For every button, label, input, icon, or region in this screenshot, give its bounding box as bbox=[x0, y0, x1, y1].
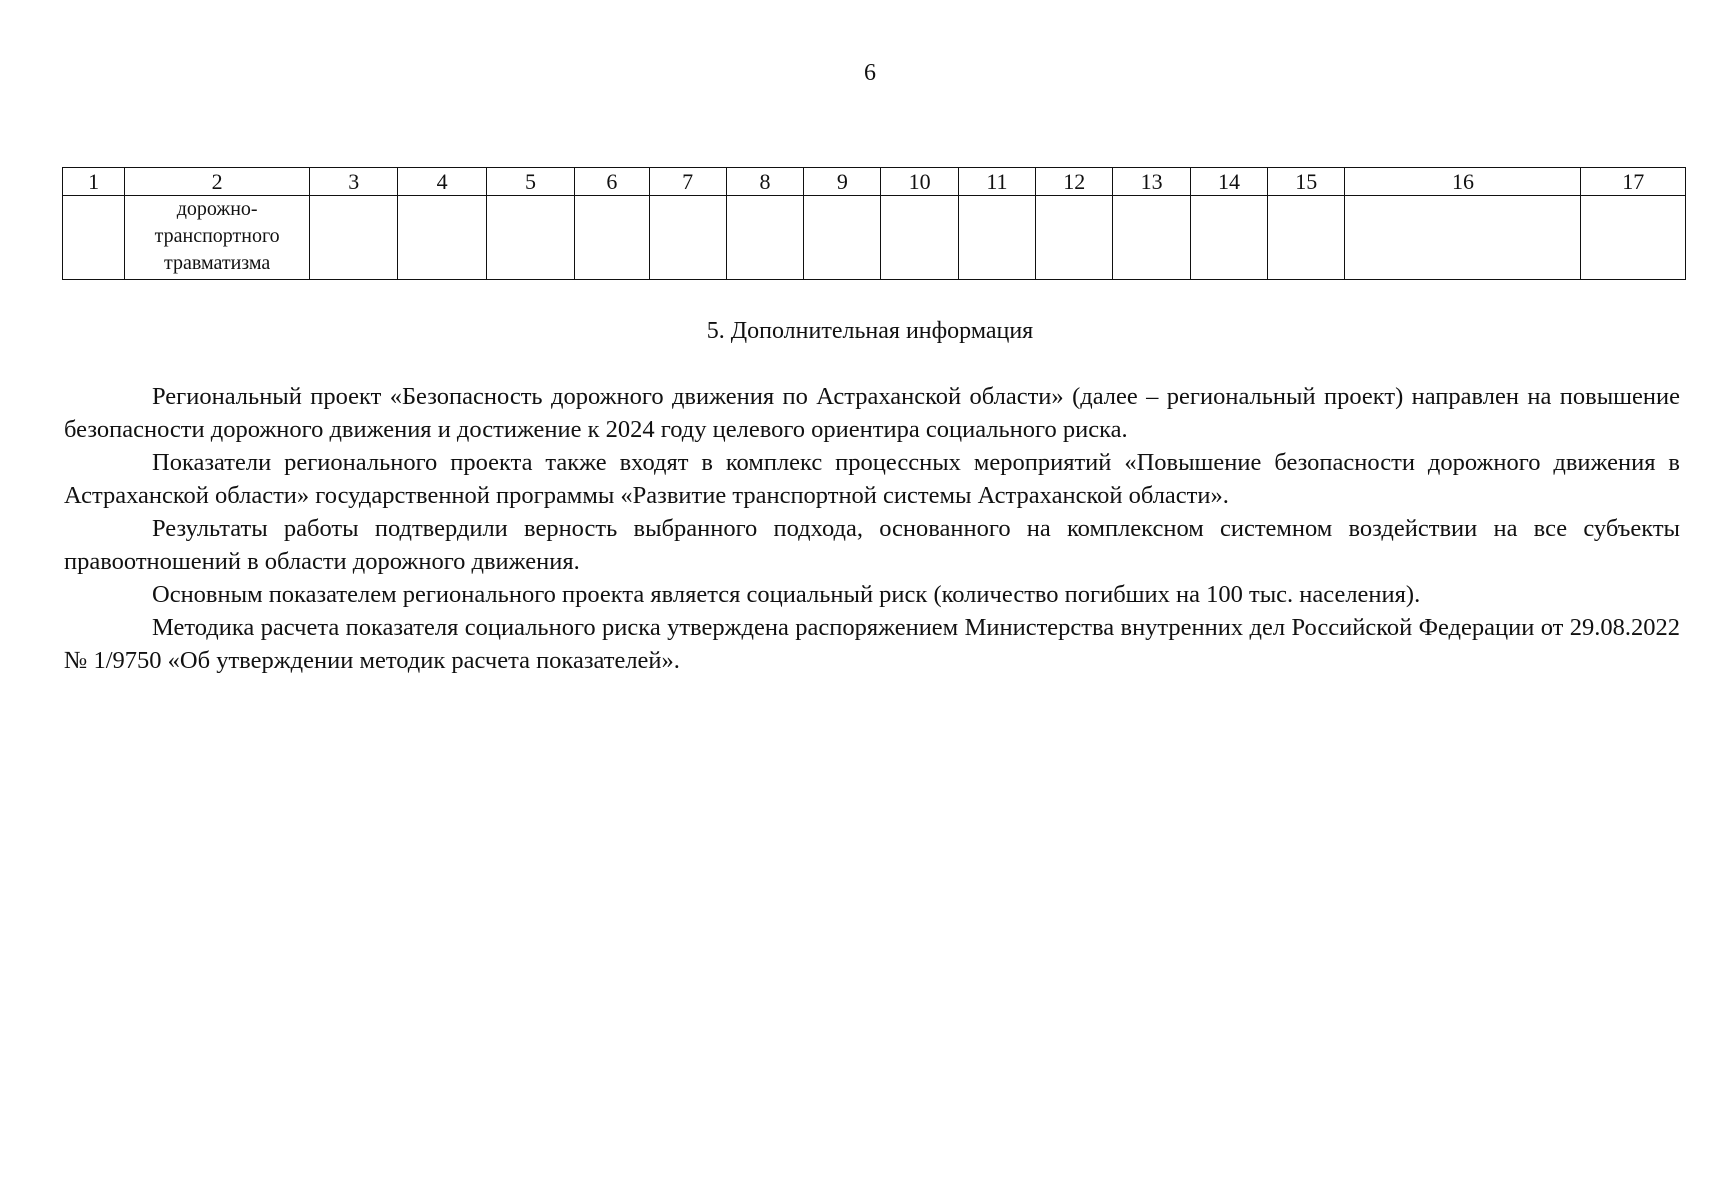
table-cell bbox=[398, 196, 486, 280]
table-cell bbox=[575, 196, 649, 280]
table-header-cell: 1 bbox=[63, 168, 125, 196]
table-header-cell: 2 bbox=[125, 168, 310, 196]
table-cell bbox=[1581, 196, 1686, 280]
paragraph: Методика расчета показателя социального риска утверждена распоряжением Министерства внутренних дел Российской Федерации от 29.08.2022 № 1/9750 «Об утверждении методик расчета показателей». bbox=[64, 614, 1680, 674]
table-header-cell: 9 bbox=[804, 168, 881, 196]
paragraph: Региональный проект «Безопасность дорожного движения по Астраханской области» (далее – региональный проект) направлен на повышение безопасности дорожного движения и достижение к 2024 году целевого ориентира социального риска. bbox=[64, 383, 1680, 443]
table-cell bbox=[881, 196, 958, 280]
table-header-cell: 8 bbox=[726, 168, 803, 196]
table-cell bbox=[649, 196, 726, 280]
section-body bbox=[64, 380, 1680, 677]
cell-line: транспортного bbox=[154, 225, 280, 247]
paragraph: Результаты работы подтвердили верность выбранного подхода, основанного на комплексном системном воздействии на все субъекты правоотношений в области дорожного движения. bbox=[64, 515, 1680, 575]
table-header-cell: 13 bbox=[1113, 168, 1190, 196]
table-header-cell: 12 bbox=[1036, 168, 1113, 196]
table-cell bbox=[486, 196, 574, 280]
table-header-cell: 15 bbox=[1268, 168, 1345, 196]
table-cell bbox=[804, 196, 881, 280]
table-header-cell: 7 bbox=[649, 168, 726, 196]
table-header-cell: 3 bbox=[310, 168, 398, 196]
cell-line: дорожно- bbox=[176, 198, 258, 220]
table-row bbox=[63, 196, 1686, 280]
table-cell bbox=[1036, 196, 1113, 280]
table-header-cell: 5 bbox=[486, 168, 574, 196]
table-cell bbox=[63, 196, 125, 280]
section-title: 5. Дополнительная информация bbox=[706, 318, 1034, 344]
paragraph: Основным показателем регионального проекта является социальный риск (количество погибших на 100 тыс. населения). bbox=[152, 581, 1421, 608]
table-header-cell: 14 bbox=[1190, 168, 1267, 196]
table-cell bbox=[958, 196, 1035, 280]
table-header-row bbox=[63, 168, 1686, 196]
table-cell bbox=[1345, 196, 1581, 280]
table-header-cell: 4 bbox=[398, 168, 486, 196]
table-cell bbox=[1268, 196, 1345, 280]
table-header-cell: 10 bbox=[881, 168, 958, 196]
table-header-cell: 11 bbox=[958, 168, 1035, 196]
table-header-cell: 6 bbox=[575, 168, 649, 196]
table-cell bbox=[1113, 196, 1190, 280]
table-cell bbox=[310, 196, 398, 280]
table-cell bbox=[1190, 196, 1267, 280]
paragraph: Показатели регионального проекта также входят в комплекс процессных мероприятий «Повышение безопасности дорожного движения в Астраханской области» государственной программы «Развитие транспортной системы Астраханской области». bbox=[64, 449, 1680, 509]
table-header-cell: 16 bbox=[1345, 168, 1581, 196]
page-number: 6 bbox=[864, 60, 876, 86]
indicators-table bbox=[62, 167, 1686, 280]
cell-line: травматизма bbox=[164, 252, 271, 274]
table-cell bbox=[726, 196, 803, 280]
table-header-cell: 17 bbox=[1581, 168, 1686, 196]
table-cell-indicator-name bbox=[125, 196, 310, 280]
